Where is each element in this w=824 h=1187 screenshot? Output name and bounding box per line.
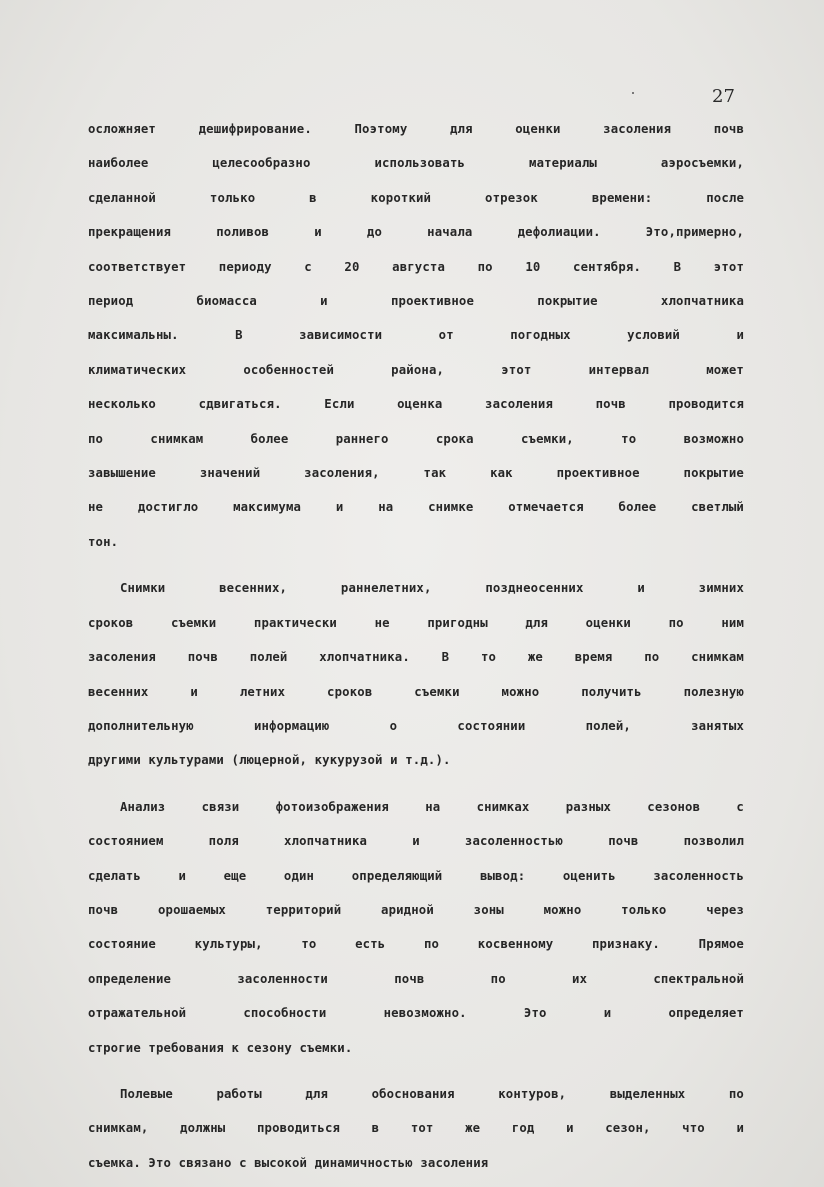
text-line: отражательной способности невозможно. Это и определяет [88, 1006, 744, 1021]
text-line: строгие требования к сезону съемки. [88, 1040, 353, 1055]
text-line: завышение значений засоления, так как проективное покрытие [88, 466, 744, 481]
paragraph-4 [88, 1077, 744, 1180]
text-line: не достигло максимума и на снимке отмечается более светлый [88, 500, 744, 515]
text-line: другими культурами (люцерной, кукурузой и т.д.). [88, 753, 451, 768]
text-line: состояние культуры, то есть по косвенному признаку. Прямое [88, 937, 744, 952]
text-line: сделанной только в короткий отрезок времени: после [88, 190, 744, 205]
text-line: сделать и еще один определяющий вывод: оценить засоленность [88, 868, 744, 883]
page-number: 27 [712, 86, 735, 107]
text-line: сроков съемки практически не пригодны для оценки по ним [88, 615, 744, 630]
text-line: наиболее целесообразно использовать материалы аэросъемки, [88, 156, 744, 171]
text-line: снимкам, должны проводиться в тот же год и сезон, что и [88, 1121, 744, 1136]
paragraph-2 [88, 571, 744, 777]
text-line: соответствует периоду с 20 августа по 10 сентября. В этот [88, 259, 744, 274]
text-line: определение засоленности почв по их спектральной [88, 971, 744, 986]
paragraph-1 [88, 112, 744, 559]
text-line: осложняет дешифрирование. Поэтому для оценки засоления почв [88, 122, 744, 136]
text-line: съемка. Это связано с высокой динамичностью засоления [88, 1155, 489, 1170]
text-line: почв орошаемых территорий аридной зоны можно только через [88, 902, 744, 917]
text-line: дополнительную информацию о состоянии полей, занятых [88, 718, 744, 733]
body-text [88, 112, 744, 1180]
text-line: весенних и летних сроков съемки можно получить полезную [88, 684, 744, 699]
text-line: климатических особенностей района, этот интервал может [88, 362, 744, 377]
text-line: по снимкам более раннего срока съемки, то возможно [88, 431, 744, 446]
text-line: максимальны. В зависимости от погодных условий и [88, 328, 744, 343]
text-line: состоянием поля хлопчатника и засоленностью почв позволил [88, 834, 744, 849]
text-line: засоления почв полей хлопчатника. В то же время по снимкам [88, 650, 744, 665]
text-line: Анализ связи фотоизображения на снимках разных сезонов с [120, 799, 744, 814]
text-line: Снимки весенних, раннелетних, позднеосенних и зимних [120, 581, 744, 596]
text-line: период биомасса и проективное покрытие хлопчатника [88, 294, 744, 309]
text-line: тон. [88, 534, 119, 549]
text-line: прекращения поливов и до начала дефолиации. Это,примерно, [88, 225, 744, 240]
text-line: Полевые работы для обоснования контуров, выделенных по [120, 1086, 744, 1101]
text-line: несколько сдвигаться. Если оценка засоления почв проводится [88, 397, 744, 412]
paragraph-3 [88, 790, 744, 1065]
print-speck [632, 92, 634, 94]
